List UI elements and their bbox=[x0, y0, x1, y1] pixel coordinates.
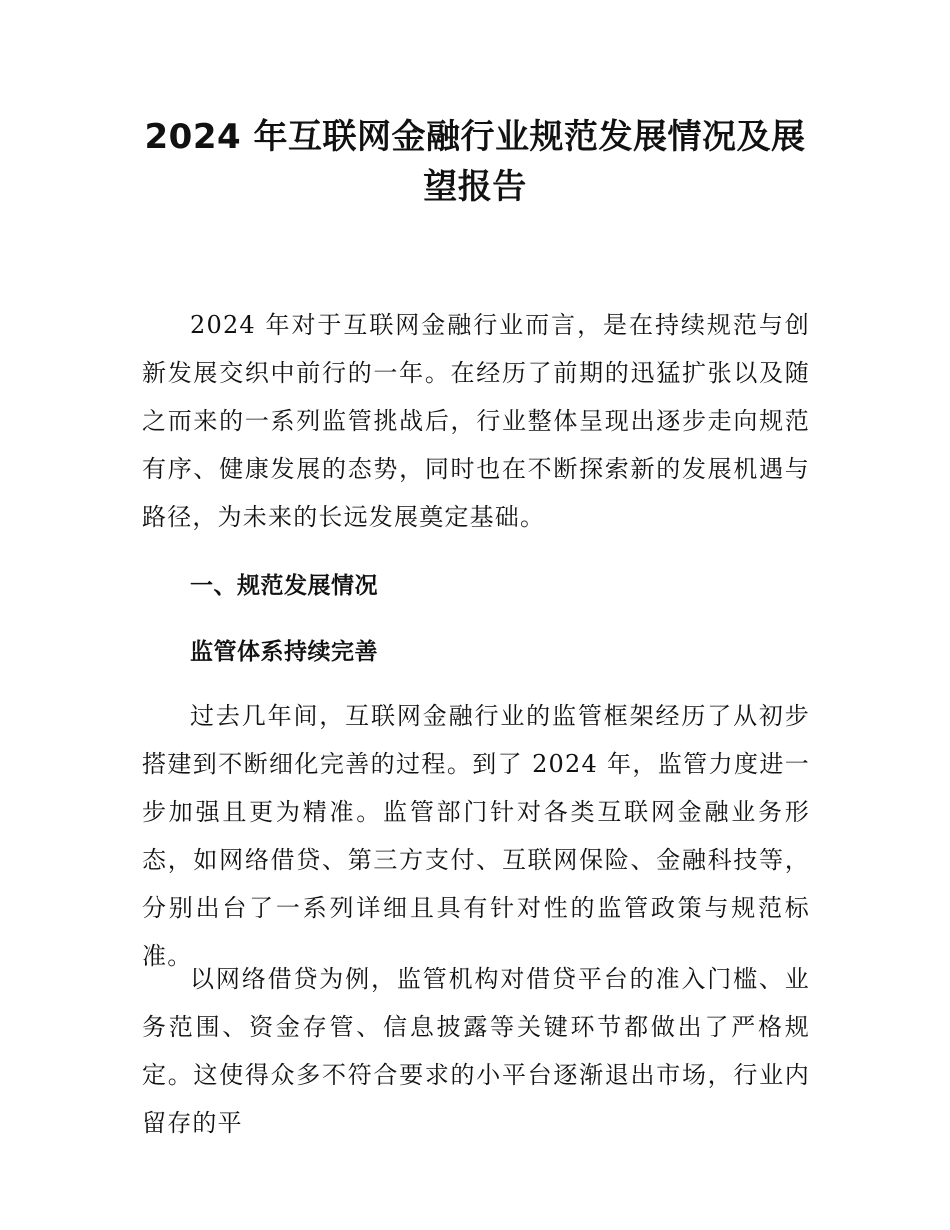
document-title: 2024 年互联网金融行业规范发展情况及展望报告 bbox=[144, 117, 806, 207]
intro-paragraph: 2024 年对于互联网金融行业而言，是在持续规范与创新发展交织中前行的一年。在经历了前期的迅猛扩张以及随之而来的一系列监管挑战后，行业整体呈现出逐步走向规范有序、健康发展的态势，同时也在不断探索新的发展机遇与路径，为未来的长远发展奠定基础。 bbox=[142, 311, 810, 531]
subsection-heading: 监管体系持续完善 bbox=[190, 639, 378, 665]
body-paragraph: 过去几年间，互联网金融行业的监管框架经历了从初步搭建到不断细化完善的过程。到了 2024 年，监管力度进一步加强且更为精准。监管部门针对各类互联网金融业务形态，如网络借贷、第三方支付、互联网保险、金融科技等，分别出台了一系列详细且具有针对性的监管政策与规范标准。 bbox=[142, 702, 810, 970]
body-paragraph: 以网络借贷为例，监管机构对借贷平台的准入门槛、业务范围、资金存管、信息披露等关键环节都做出了严格规定。这使得众多不符合要求的小平台逐渐退出市场，行业内留存的平 bbox=[142, 965, 810, 1137]
section-heading: 一、规范发展情况 bbox=[190, 573, 378, 599]
